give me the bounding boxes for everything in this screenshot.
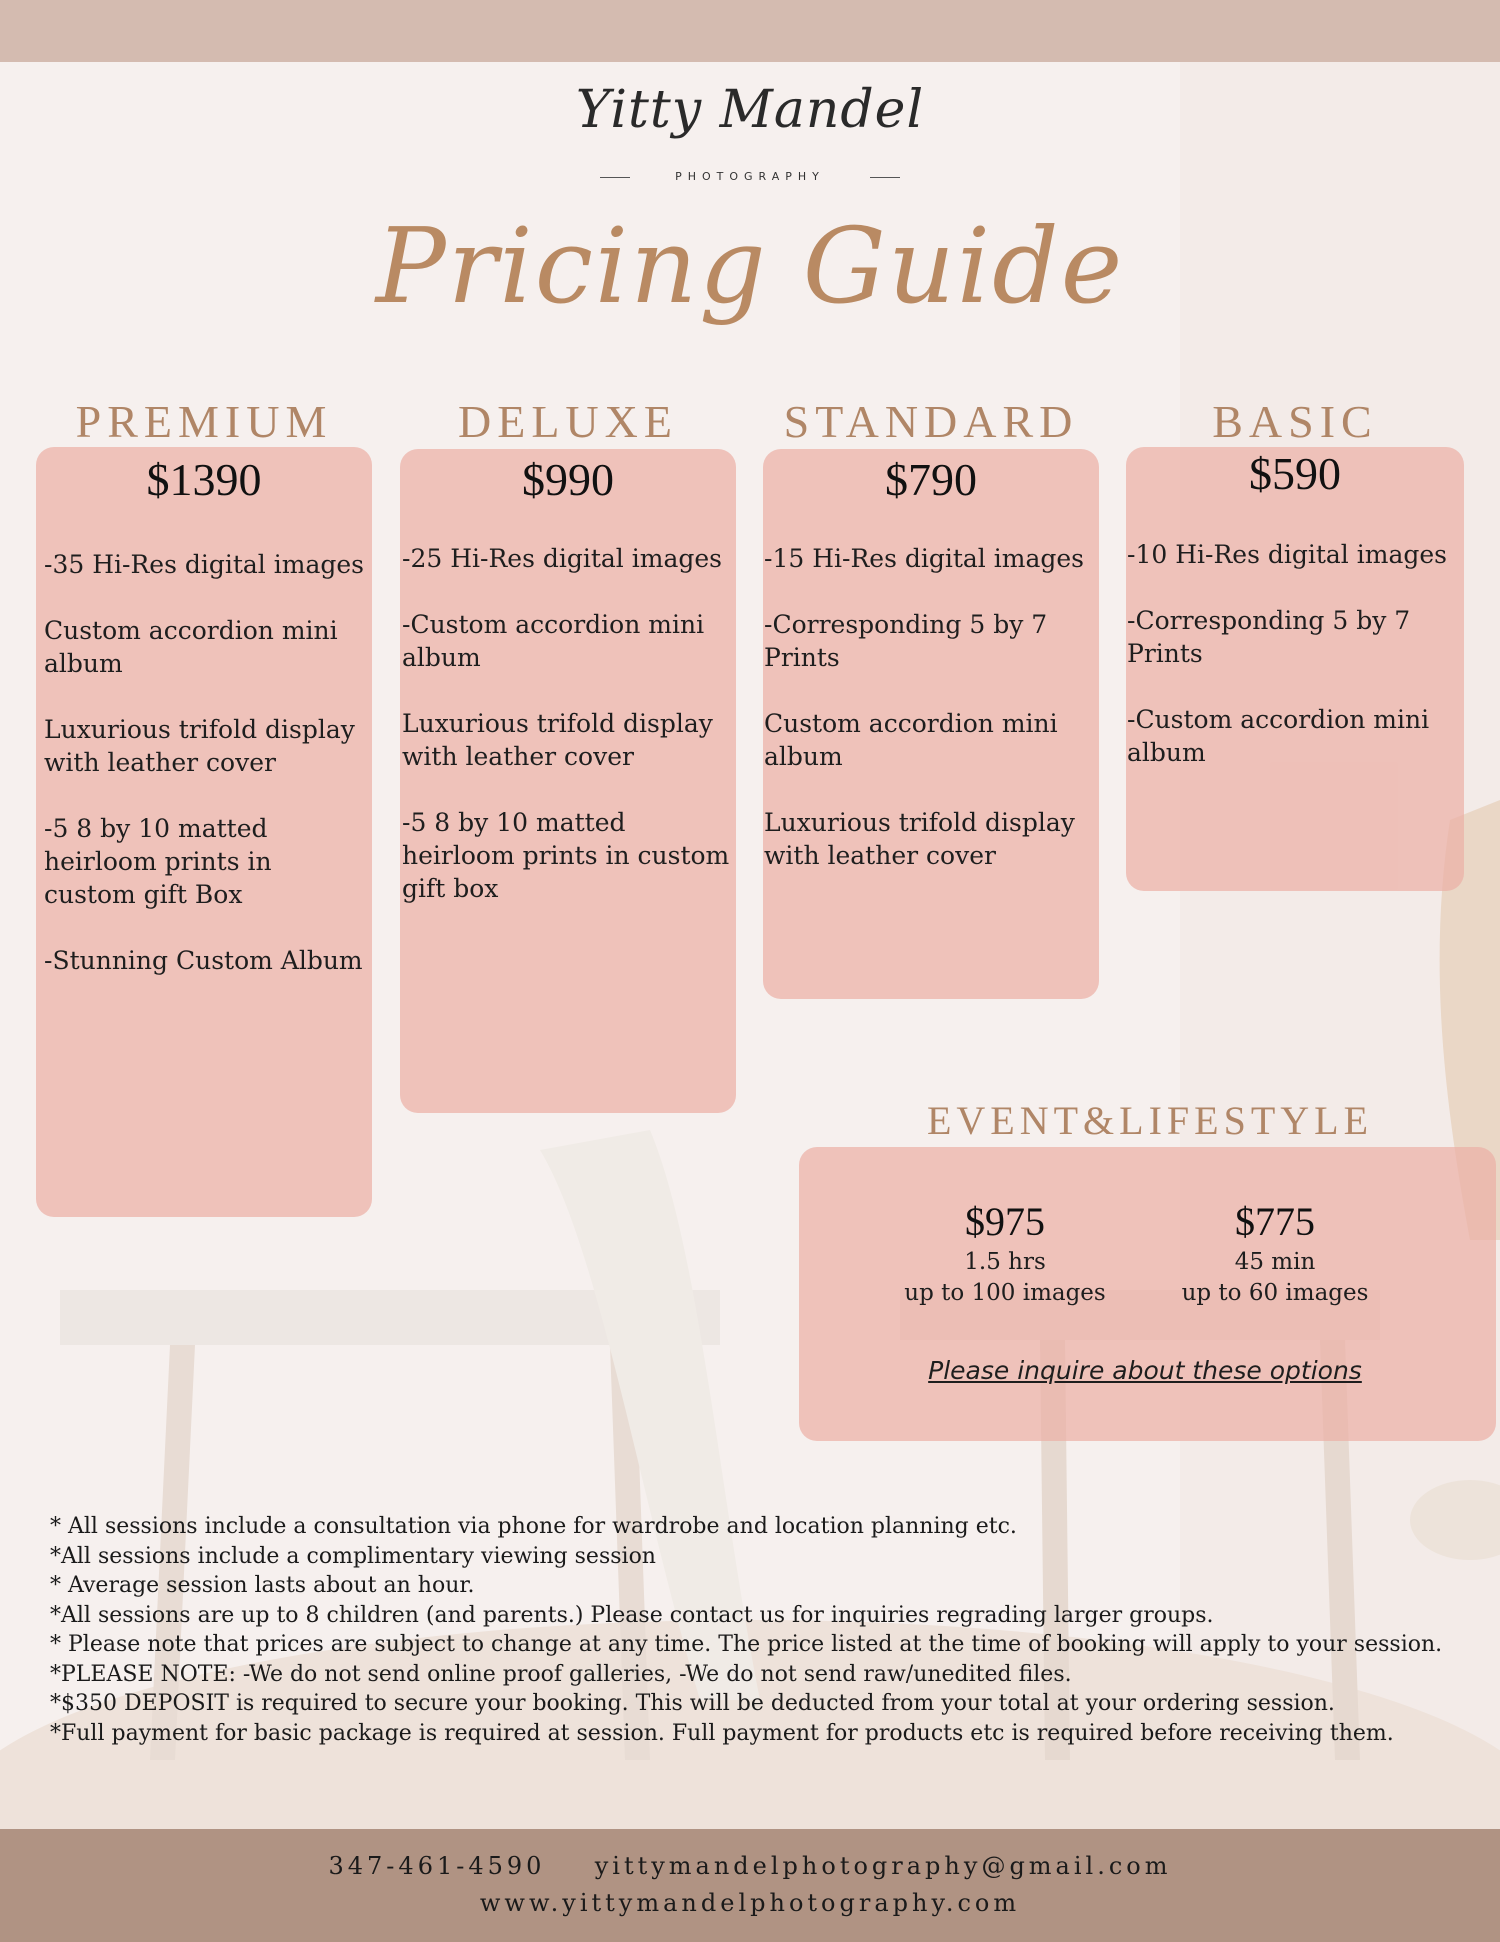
feature-item: -35 Hi-Res digital images	[44, 550, 364, 579]
top-bar	[0, 0, 1500, 62]
tier-standard-name: STANDARD	[783, 396, 1079, 447]
contact-phone[interactable]: 347-461-4590	[328, 1852, 546, 1880]
feature-item: -25 Hi-Res digital images	[402, 544, 722, 573]
event-option-1-price: $975	[965, 1199, 1045, 1244]
feature-item: -5 8 by 10 matted heirloom prints in custom gift Box	[44, 814, 272, 909]
feature-item: -Corresponding 5 by 7 Prints	[1127, 606, 1411, 668]
feature-item: -10 Hi-Res digital images	[1127, 540, 1447, 569]
feature-item: Luxurious trifold display with leather cover	[402, 709, 713, 771]
feature-item: -5 8 by 10 matted heirloom prints in custom gift box	[402, 808, 730, 903]
tier-standard-features	[764, 542, 1098, 905]
tier-deluxe-name: DELUXE	[458, 396, 678, 447]
feature-item: -15 Hi-Res digital images	[764, 544, 1084, 573]
note-line: *All sessions include a complimentary viewing session	[50, 1543, 656, 1569]
brand-subtitle: PHOTOGRAPHY	[675, 170, 825, 183]
note-line: * Please note that prices are subject to change at any time. The price listed at the time of booking will apply to your session.	[50, 1632, 1443, 1657]
event-option-1-duration: 1.5 hrs	[964, 1249, 1046, 1275]
tier-deluxe-price: $990	[522, 454, 614, 505]
event-option-2-duration: 45 min	[1234, 1249, 1316, 1275]
feature-item: -Corresponding 5 by 7 Prints	[764, 610, 1048, 672]
feature-item: -Stunning Custom Album	[44, 946, 363, 975]
tier-standard-price: $790	[885, 454, 977, 505]
event-option-2-price: $775	[1235, 1199, 1315, 1244]
feature-item: -Custom accordion mini album	[402, 610, 705, 672]
event-option-2-images: up to 60 images	[1181, 1280, 1369, 1306]
note-line: * All sessions include a consultation via phone for wardrobe and location planning etc.	[50, 1514, 1017, 1539]
page-title: Pricing Guide	[375, 205, 1125, 327]
event-title: EVENT&LIFESTYLE	[926, 1098, 1374, 1143]
tier-premium-price: $1390	[146, 454, 262, 505]
tier-premium-name: PREMIUM	[75, 396, 333, 447]
note-line: * Average session lasts about an hour.	[50, 1573, 475, 1598]
feature-item: Luxurious trifold display with leather cover	[44, 715, 355, 777]
feature-item: Luxurious trifold display with leather cover	[764, 808, 1075, 870]
contact-website[interactable]: www.yittymandelphotography.com	[479, 1889, 1021, 1917]
note-line: *PLEASE NOTE: -We do not send online proof galleries, -We do not send raw/unedited files.	[50, 1661, 1072, 1687]
tier-deluxe-features	[402, 542, 734, 938]
note-line: *All sessions are up to 8 children (and parents.) Please contact us for inquiries regrading larger groups.	[50, 1602, 1214, 1628]
feature-item: -Custom accordion mini album	[1127, 705, 1430, 767]
brand-logo: Yitty Mandel	[575, 80, 925, 140]
tier-premium-features	[44, 548, 370, 1010]
feature-item: Custom accordion mini album	[44, 616, 338, 678]
feature-item: Custom accordion mini album	[764, 709, 1058, 771]
contact-line	[0, 1852, 1500, 1880]
logo-divider-right	[870, 177, 900, 178]
footer-bar	[0, 1829, 1500, 1942]
inquire-link[interactable]: Please inquire about these options	[928, 1356, 1362, 1385]
tier-basic-price: $590	[1249, 448, 1341, 499]
tier-basic-name: BASIC	[1212, 396, 1378, 447]
contact-email[interactable]: yittymandelphotography@gmail.com	[594, 1852, 1172, 1880]
event-option-1-images: up to 100 images	[904, 1280, 1106, 1306]
tier-basic-features	[1127, 538, 1463, 802]
session-notes	[50, 1512, 1470, 1748]
note-line: *Full payment for basic package is required at session. Full payment for products etc is required before receiving them.	[50, 1720, 1394, 1746]
note-line: *$350 DEPOSIT is required to secure your booking. This will be deducted from your total at your ordering session.	[50, 1691, 1335, 1716]
